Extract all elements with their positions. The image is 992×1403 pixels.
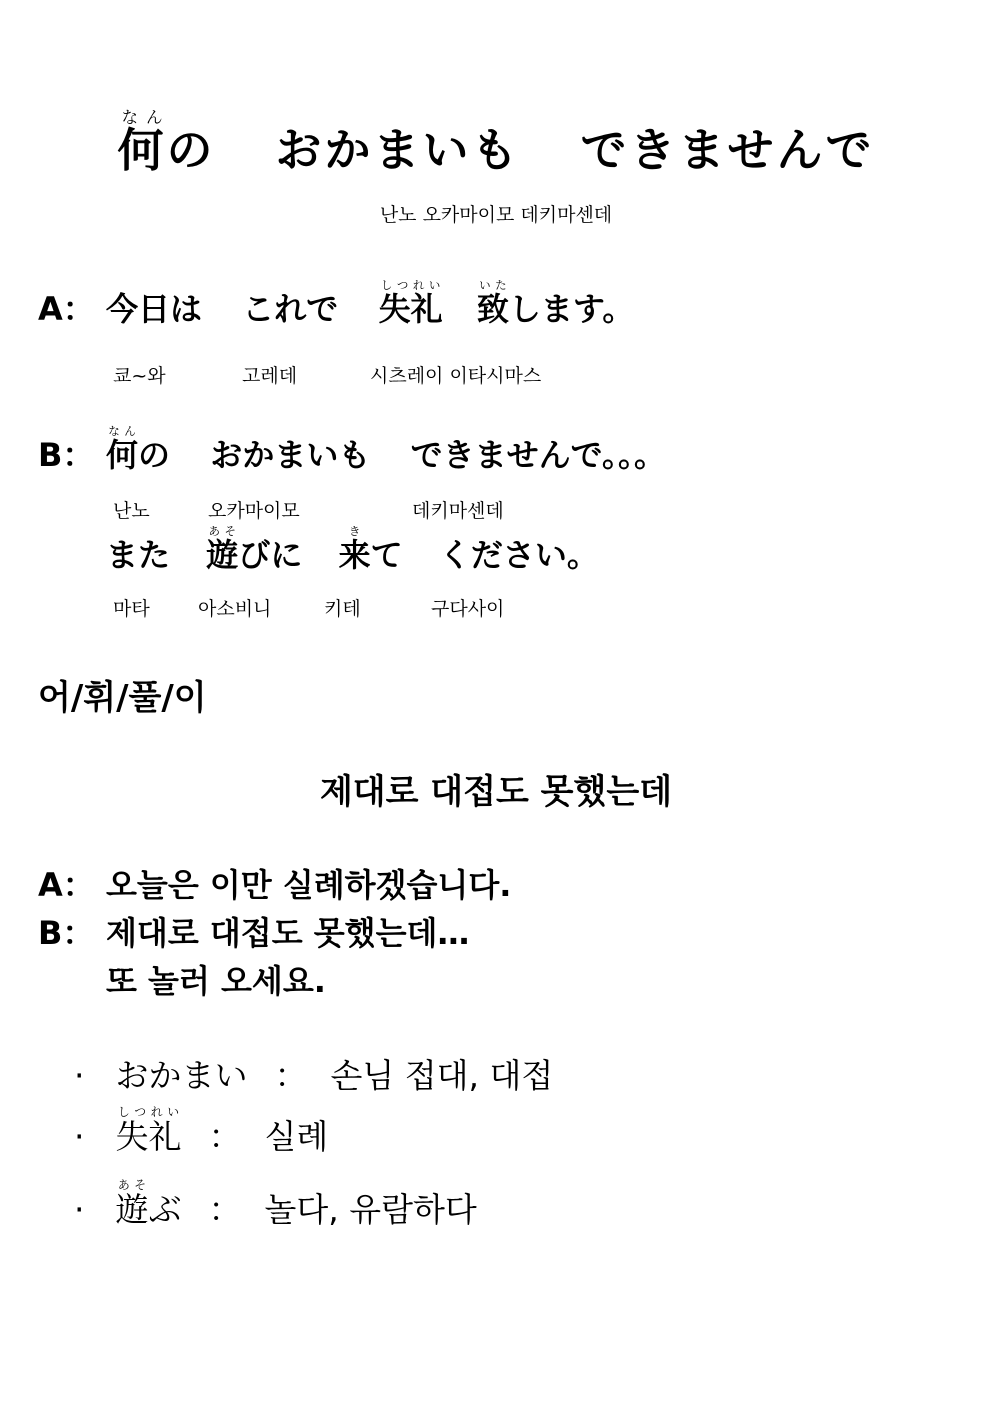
- reading-b-3: 데키마센데: [412, 500, 504, 522]
- dialogue-b-ko-line2: 또 놀러 오세요.: [106, 962, 326, 1000]
- vocab-item-asobu: · 遊あそぶ ： 놀다, 유람하다: [74, 1178, 477, 1229]
- title-word1: 何なん: [117, 108, 167, 177]
- page-title: 何なんの おかまいも できませんで: [117, 108, 875, 177]
- title-word3: できませんで: [580, 123, 875, 177]
- vocab-item-okamai: · おかまい ： 손님 접대, 대접: [74, 1056, 554, 1095]
- reading-b2-3: 키테: [324, 598, 361, 620]
- title-word2: おかまいも: [275, 123, 521, 177]
- word-itashi: 致いた: [476, 278, 509, 328]
- reading-b2-2: 아소비니: [198, 598, 272, 620]
- speaker-a: A：: [38, 290, 95, 328]
- reading-a-2: 고레데: [242, 365, 298, 387]
- dialogue-a-ko: A： 오늘은 이만 실례하겠습니다.: [38, 866, 512, 904]
- dialogue-b-ko: B： 제대로 대접도 못했는데…: [38, 914, 470, 952]
- section-heading: 어/휘/풀/이: [38, 678, 207, 718]
- reading-a-3: 시츠레이 이타시마스: [370, 365, 542, 387]
- reading-b2-4: 구다사이: [431, 598, 505, 620]
- reading-b-2: 오카마이모: [208, 500, 300, 522]
- vocab-item-shitsurei: · 失礼しつれい ： 실례: [74, 1105, 329, 1156]
- word-nan: 何なん: [106, 424, 139, 474]
- dialogue-b-jp: B： 何なんの おかまいも できませんで。。。: [38, 424, 666, 474]
- speaker-b: B：: [38, 436, 95, 474]
- word-ki: 来き: [338, 524, 371, 574]
- reading-b2-1: 마타: [113, 598, 150, 620]
- reading-b-1: 난노: [113, 500, 150, 522]
- word-aso: 遊あそ: [206, 524, 239, 574]
- reading-a-1: 쿄~와: [113, 365, 166, 387]
- title-reading: 난노 오카마이모 데키마센데: [379, 204, 613, 226]
- word-shitsurei: 失礼しつれい: [378, 278, 443, 328]
- dialogue-b-jp-line2: また 遊あそびに 来きて ください。: [106, 524, 599, 574]
- korean-title: 제대로 대접도 못했는데: [319, 772, 673, 812]
- dialogue-a-jp: A： 今日は これで 失礼しつれい 致いたします。: [38, 278, 635, 328]
